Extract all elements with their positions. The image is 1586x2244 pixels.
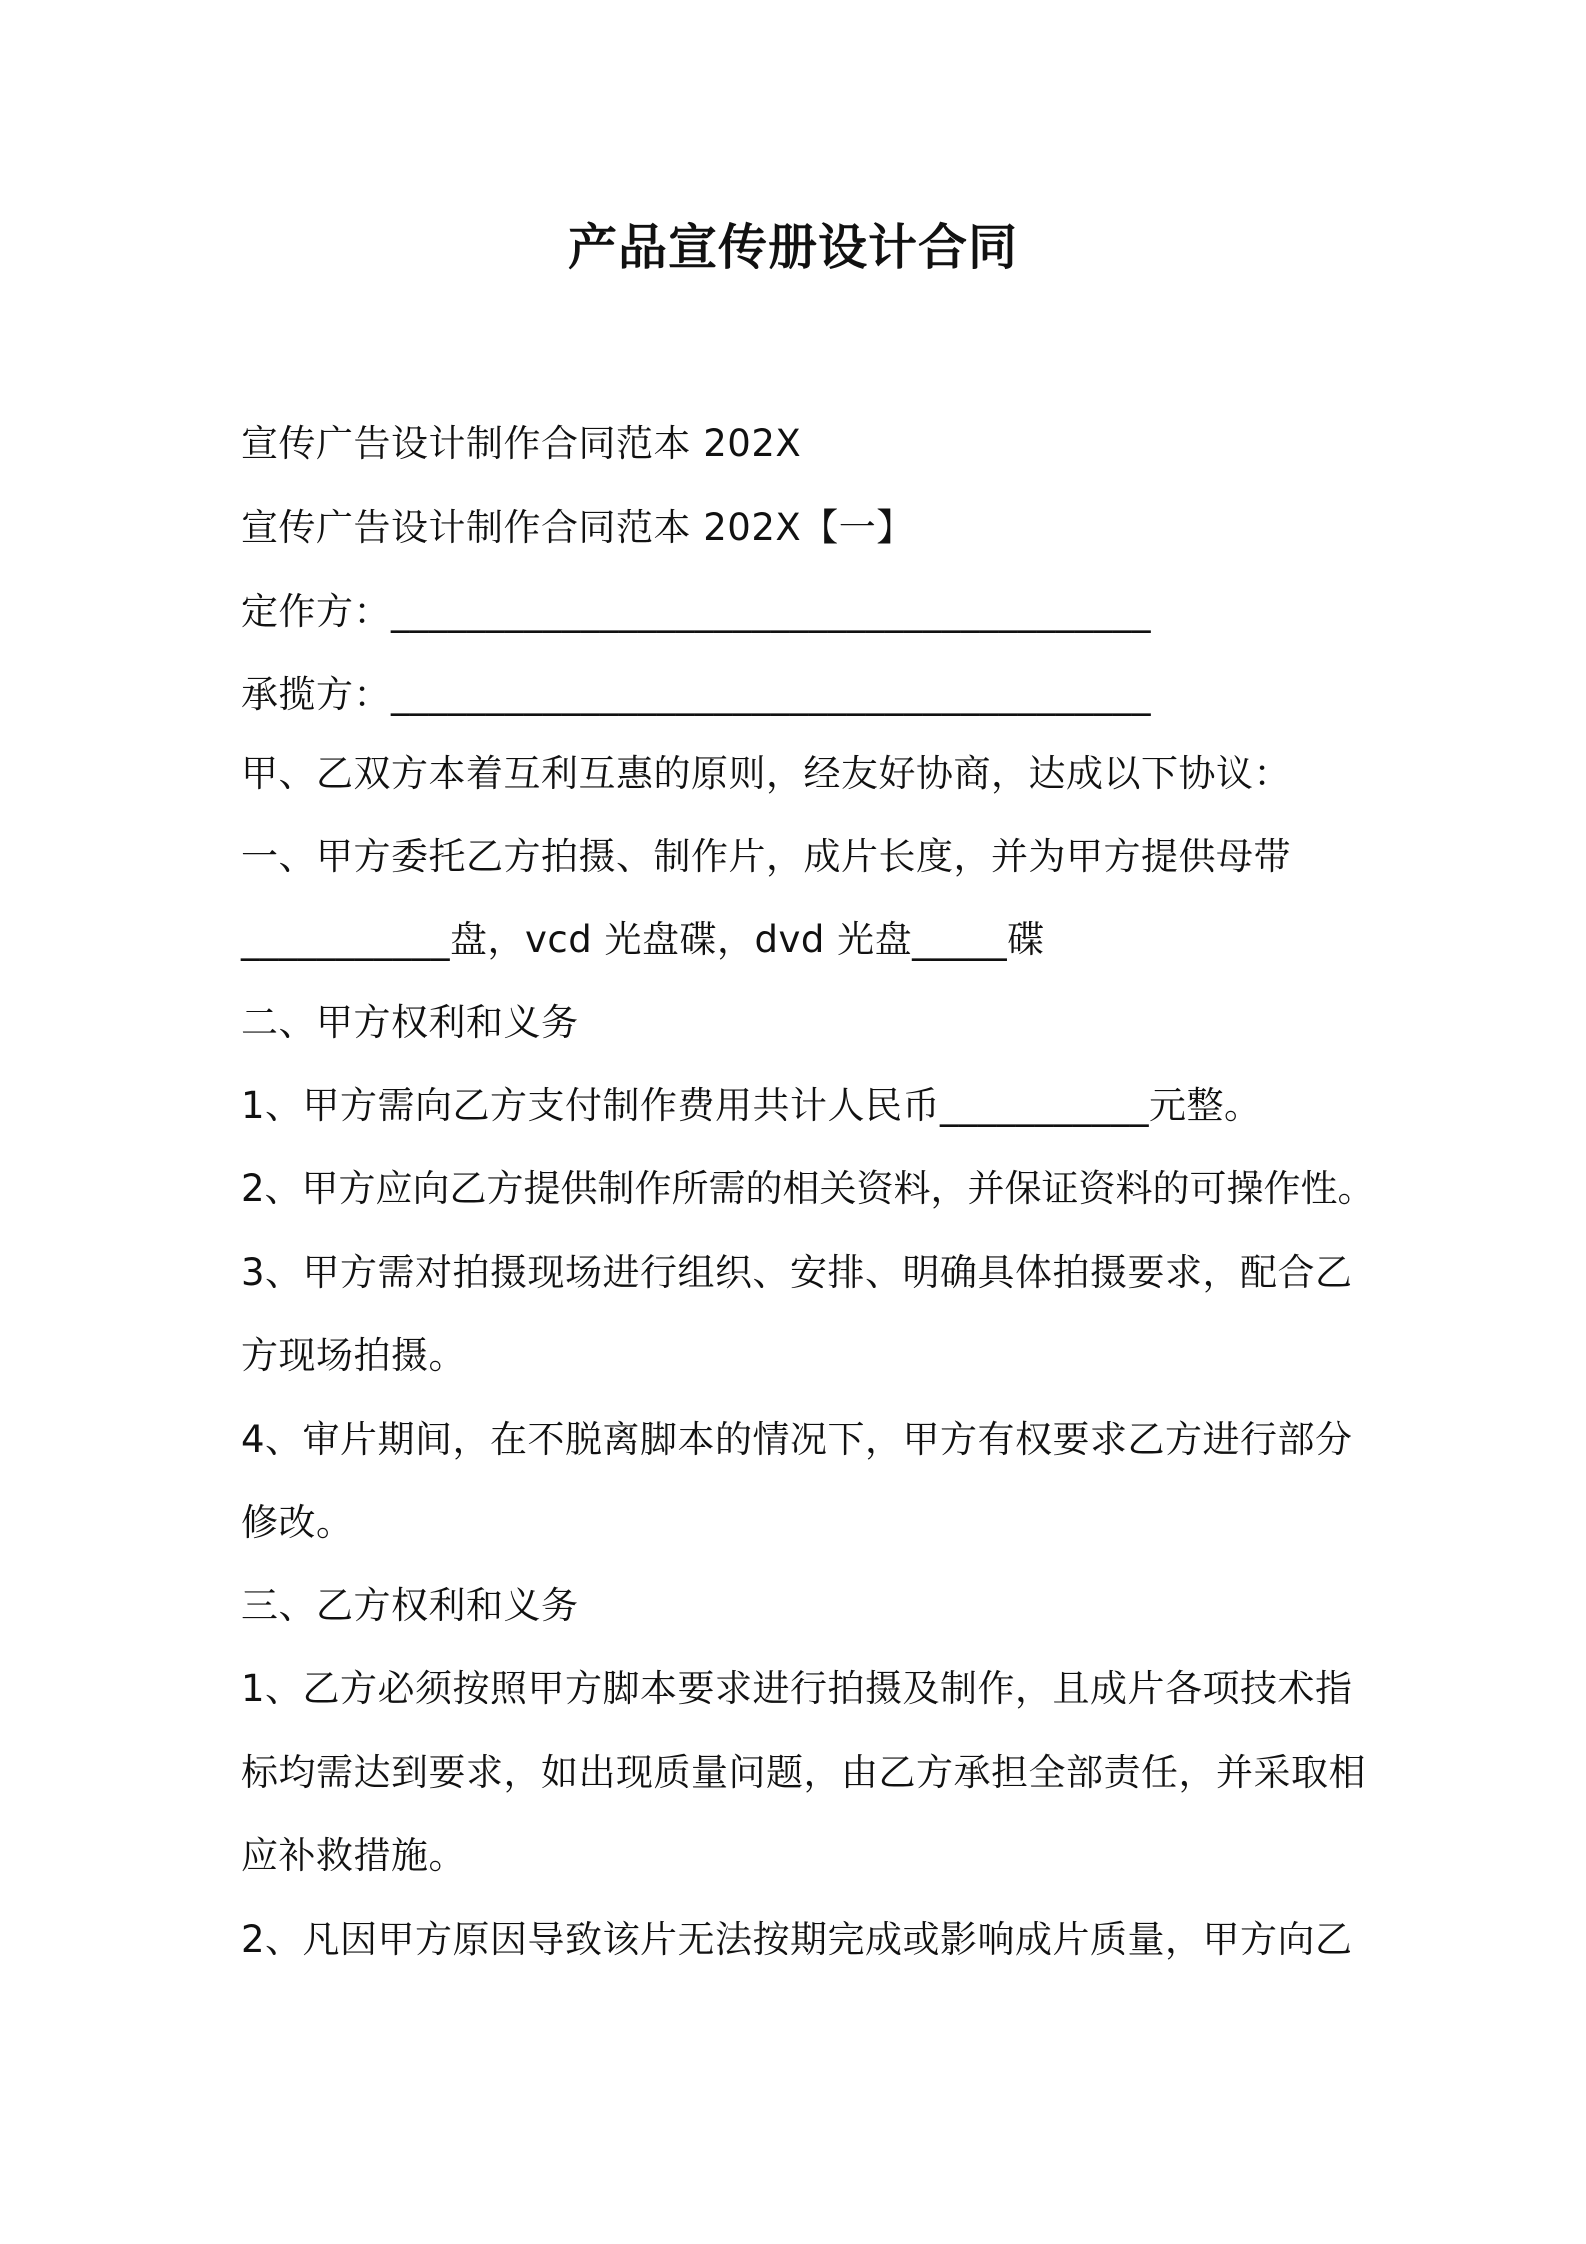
text-line: 方现场拍摄。 — [241, 1334, 466, 1377]
text-line: 标均需达到要求，如出现质量问题，由乙方承担全部责任，并采取相 — [241, 1751, 1366, 1794]
text-line: 宣传广告设计制作合同范本 202X【一】 — [241, 506, 914, 549]
text-line: 1、甲方需向乙方支付制作费用共计人民币___________元整。 — [241, 1084, 1262, 1127]
text-line: 2、凡因甲方原因导致该片无法按期完成或影响成片质量，甲方向乙 — [241, 1918, 1353, 1961]
text-line: 甲、乙双方本着互利互惠的原则，经友好协商，达成以下协议： — [241, 752, 1291, 795]
text-line: ___________盘，vcd 光盘碟，dvd 光盘_____碟 — [241, 918, 1045, 961]
text-line: 定作方：________________________________________ — [241, 590, 1151, 633]
text-line: 1、乙方必须按照甲方脚本要求进行拍摄及制作，且成片各项技术指 — [241, 1667, 1353, 1710]
section-heading: 三、乙方权利和义务 — [241, 1584, 579, 1627]
text-line: 应补救措施。 — [241, 1834, 466, 1877]
text-line: 修改。 — [241, 1501, 354, 1544]
section-heading: 二、甲方权利和义务 — [241, 1001, 579, 1044]
document-title: 产品宣传册设计合同 — [567, 219, 1018, 276]
text-line: 2、甲方应向乙方提供制作所需的相关资料，并保证资料的可操作性。 — [241, 1167, 1375, 1210]
text-line: 宣传广告设计制作合同范本 202X — [241, 422, 802, 465]
text-line: 3、甲方需对拍摄现场进行组织、安排、明确具体拍摄要求，配合乙 — [241, 1251, 1353, 1294]
text-line: 承揽方：________________________________________ — [241, 673, 1151, 716]
text-line: 4、审片期间，在不脱离脚本的情况下，甲方有权要求乙方进行部分 — [241, 1418, 1353, 1461]
text-line: 一、甲方委托乙方拍摄、制作片，成片长度，并为甲方提供母带 — [241, 835, 1291, 878]
